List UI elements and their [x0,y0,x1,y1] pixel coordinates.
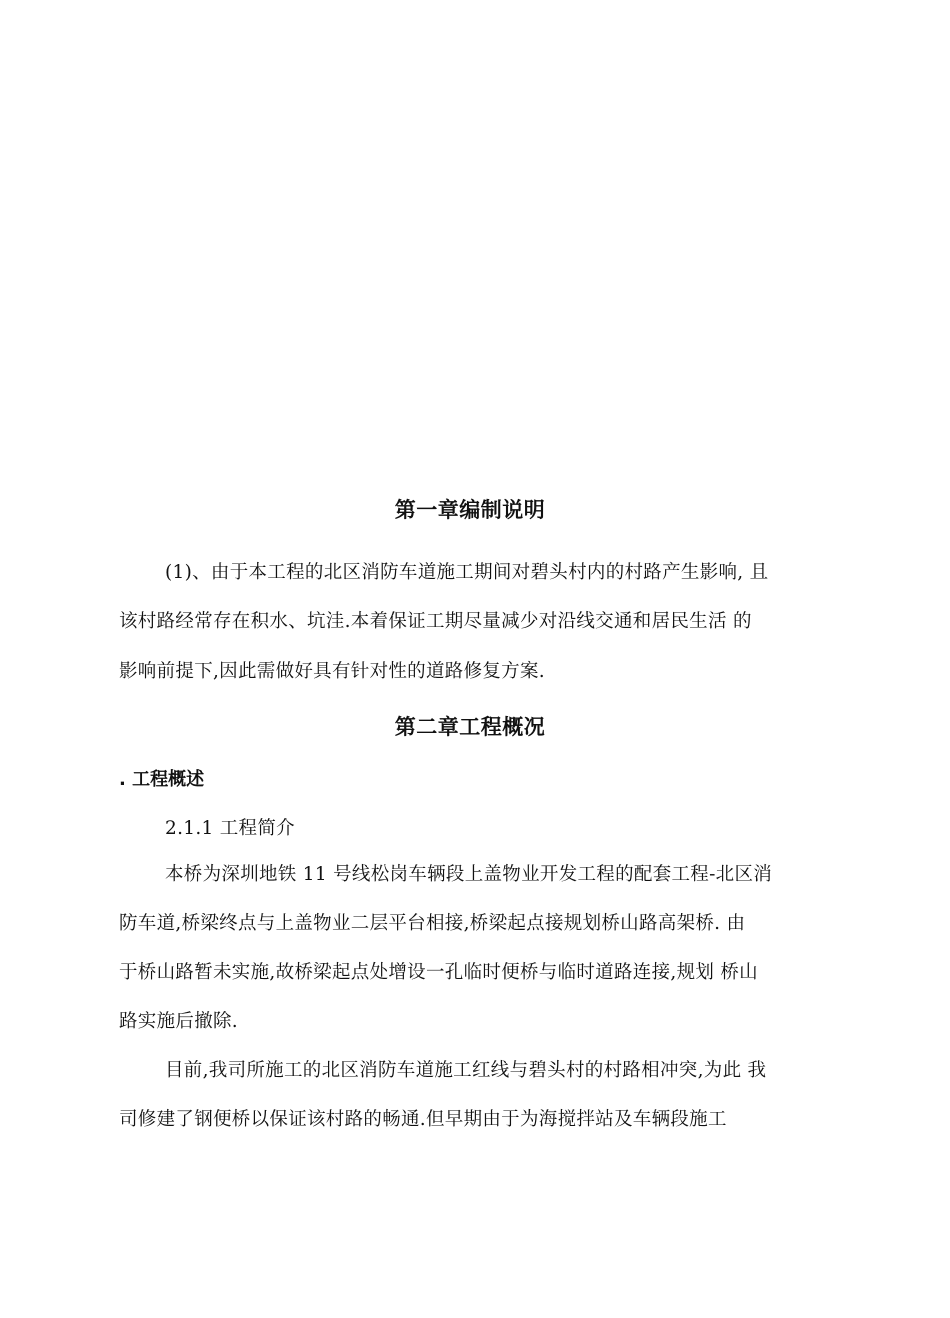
chapter2-para1-line2: 防车道,桥梁终点与上盖物业二层平台相接,桥梁起点接规划桥山路高架桥. 由 [119,913,746,934]
section-title: . 工程概述 [119,769,205,790]
chapter2-title: 第二章工程概况 [394,715,546,739]
chapter2-para2-line2: 司修建了钢便桥以保证该村路的畅通.但早期由于为海搅拌站及车辆段施工 [119,1109,727,1130]
chapter1-title: 第一章编制说明 [394,498,546,522]
chapter1-para1-line3: 影响前提下,因此需做好具有针对性的道路修复方案. [119,661,545,682]
chapter2-para2-line1: 目前,我司所施工的北区消防车道施工红线与碧头村的村路相冲突,为此 我 [165,1060,767,1081]
chapter2-para1-line4: 路实施后撤除. [119,1011,238,1032]
chapter1-para1-line2: 该村路经常存在积水、坑洼.本着保证工期尽量减少对沿线交通和居民生活 的 [119,611,752,632]
chapter2-para1-line1: 本桥为深圳地铁 11 号线松岗车辆段上盖物业开发工程的配套工程-北区消 [165,864,773,885]
subsection-title: 2.1.1 工程简介 [165,818,295,839]
chapter2-para1-line3: 于桥山路暂未实施,故桥梁起点处增设一孔临时便桥与临时道路连接,规划 桥山 [119,962,758,983]
chapter1-para1-line1: (1)、由于本工程的北区消防车道施工期间对碧头村内的村路产生影响, 且 [165,562,769,583]
